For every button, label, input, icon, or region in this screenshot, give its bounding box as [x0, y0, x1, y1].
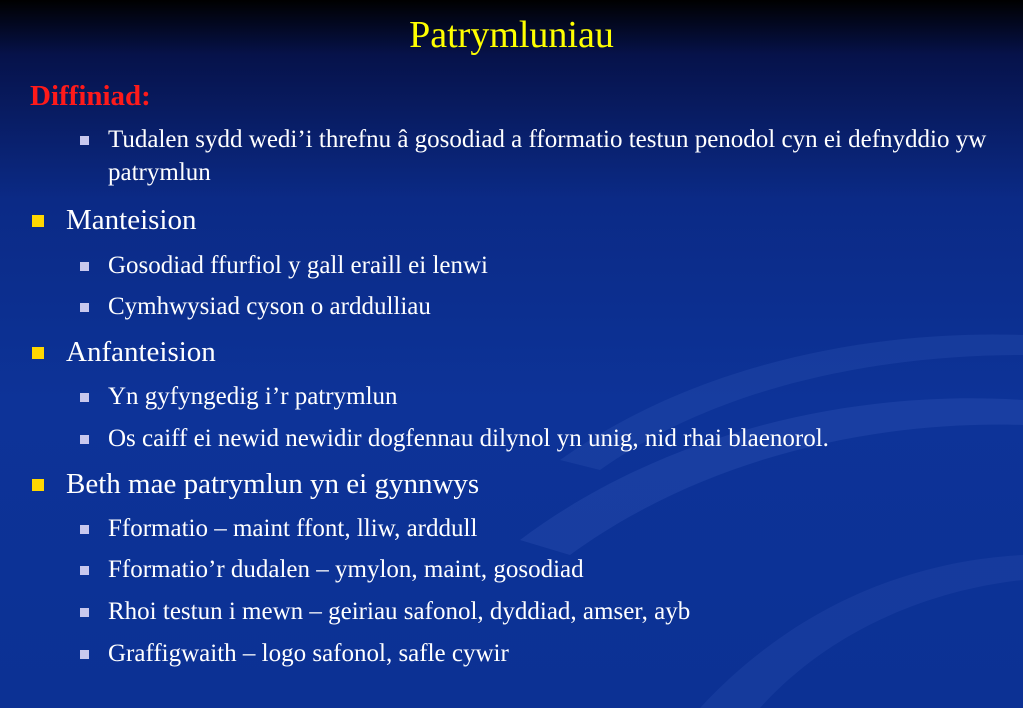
small-square-bullet-icon [80, 435, 89, 444]
list-item-text: Os caiff ei newid newidir dogfennau dilynol yn unig, nid rhai blaenorol. [108, 425, 829, 452]
list-item [80, 553, 1010, 586]
list-item-text: Rhoi testun i mewn – geiriau safonol, dyddiad, amser, ayb [108, 598, 691, 625]
list-item-text: Fformatio’r dudalen – ymylon, maint, gosodiad [108, 556, 584, 583]
list-item-text: Yn gyfyngedig i’r patrymlun [108, 383, 398, 410]
slide-title: Patrymluniau [409, 14, 614, 56]
small-square-bullet-icon [80, 608, 89, 617]
list-item [80, 380, 1010, 413]
list-item [80, 637, 1010, 670]
list-item [80, 595, 1010, 628]
definition-heading: Diffiniad: [30, 80, 151, 112]
list-item [80, 290, 1010, 323]
list-item [80, 422, 1010, 455]
small-square-bullet-icon [80, 566, 89, 575]
section-label: Beth mae patrymlun yn ei gynnwys [66, 468, 480, 500]
small-square-bullet-icon [80, 525, 89, 534]
small-square-bullet-icon [80, 136, 89, 145]
small-square-bullet-icon [80, 262, 89, 271]
definition-item [80, 123, 1010, 189]
small-square-bullet-icon [80, 303, 89, 312]
list-item-text: Gosodiad ffurfiol y gall eraill ei lenwi [108, 252, 488, 279]
square-bullet-icon [32, 347, 44, 359]
list-item [80, 249, 1010, 282]
small-square-bullet-icon [80, 393, 89, 402]
list-item-text: Fformatio – maint ffont, lliw, arddull [108, 515, 478, 542]
list-item [80, 512, 1010, 545]
definition-text: Tudalen sydd wedi’i threfnu â gosodiad a fformatio testun penodol cyn ei defnyddio yw patrymlun [108, 126, 987, 186]
section-label: Anfanteision [66, 336, 216, 368]
list-item-text: Cymhwysiad cyson o arddulliau [108, 293, 431, 320]
square-bullet-icon [32, 215, 44, 227]
square-bullet-icon [32, 479, 44, 491]
list-item-text: Graffigwaith – logo safonol, safle cywir [108, 640, 509, 667]
section-label: Manteision [66, 204, 197, 236]
small-square-bullet-icon [80, 650, 89, 659]
